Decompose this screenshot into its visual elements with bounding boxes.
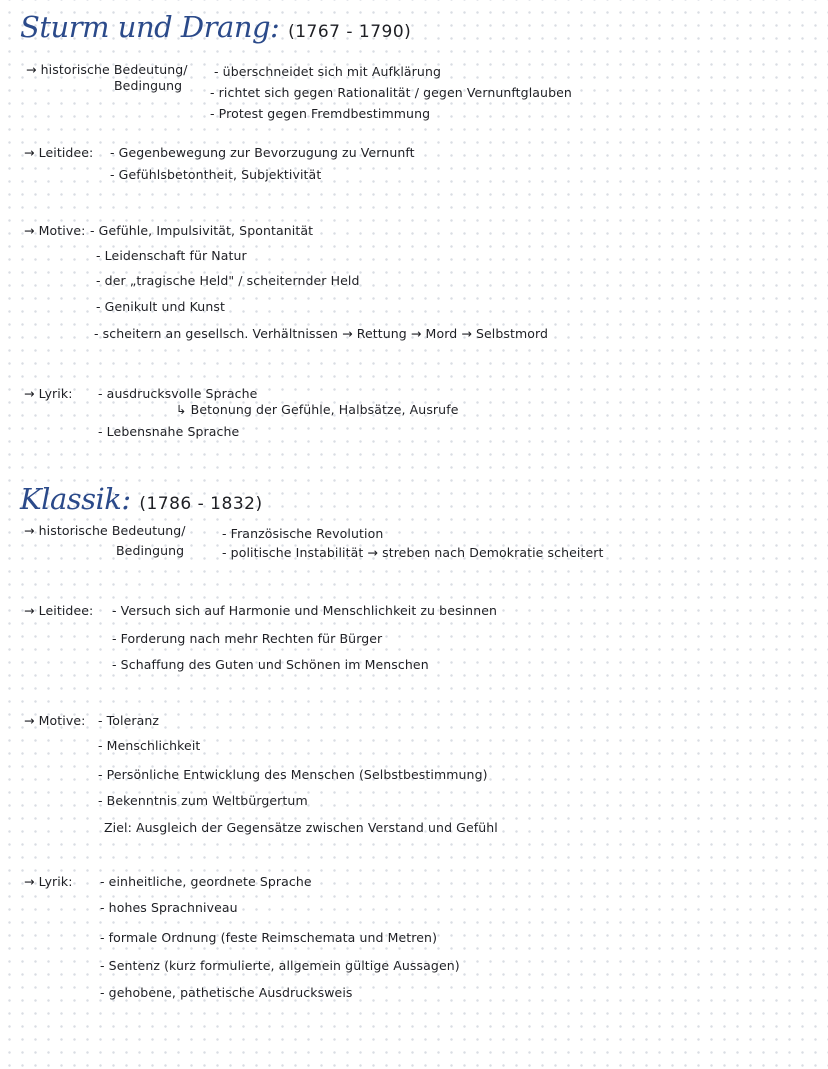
klassik-leit-label: → Leitidee: [24,603,94,618]
klassik-hist-label: → historische Bedeutung/ [24,523,186,538]
sturm-lyrik-item: - Lebensnahe Sprache [98,424,240,439]
klassik-motive-item: - Bekenntnis zum Weltbürgertum [98,793,308,808]
klassik-motive-item: - Toleranz [98,713,160,728]
sturm-motive-item: - scheitern an gesellsch. Verhältnissen → Rettung → Mord → Selbstmord [94,326,549,341]
klassik-lyrik-item: - einheitliche, geordnete Sprache [100,874,312,889]
sturm-leit-label: → Leitidee: [24,145,94,160]
klassik-leit-item: - Versuch sich auf Harmonie und Menschlichkeit zu besinnen [112,603,498,618]
sturm-leit-item: - Gegenbewegung zur Bevorzugung zu Vernunft [110,145,415,160]
klassik-motive-item: - Persönliche Entwicklung des Menschen (Selbstbestimmung) [98,767,488,782]
sturm-lyrik-item: ↳ Betonung der Gefühle, Halbsätze, Ausrufe [176,402,459,417]
sturm-hist-item: - überschneidet sich mit Aufklärung [214,64,442,79]
sturm-hist-label: → historische Bedeutung/ [26,62,188,77]
sturm-hist-item: - Protest gegen Fremdbestimmung [210,106,431,121]
klassik-leit-item: - Schaffung des Guten und Schönen im Menschen [112,657,429,672]
klassik-motive-label: → Motive: [24,713,86,728]
klassik-leit-item: - Forderung nach mehr Rechten für Bürger [112,631,383,646]
sturm-motive-label: → Motive: [24,223,86,238]
klassik-lyrik-item: - formale Ordnung (feste Reimschemata und Metren) [100,930,438,945]
sturm-motive-item: - Genikult und Kunst [96,299,225,314]
sturm-lyrik-label: → Lyrik: [24,386,73,401]
klassik-lyrik-item: - gehobene, pathetische Ausdrucksweis [100,985,353,1000]
klassik-motive-item: - Menschlichkeit [98,738,201,753]
klassik-title [20,482,263,516]
sturm-hist-item: - richtet sich gegen Rationalität / gegen Vernunftglauben [210,85,572,100]
klassik-motive-item: Ziel: Ausgleich der Gegensätze zwischen Verstand und Gefühl [104,820,498,835]
klassik-hist-item: - Französische Revolution [222,526,384,541]
sturm-hist-label-2: Bedingung [114,78,183,93]
sturm-lyrik-item: - ausdrucksvolle Sprache [98,386,258,401]
sturm-title-text: Sturm und Drang: [20,10,280,44]
klassik-hist-item: - politische Instabilität → streben nach Demokratie scheitert [222,545,604,560]
sturm-leit-item: - Gefühlsbetontheit, Subjektivität [110,167,322,182]
klassik-title-text: Klassik: [20,482,131,516]
sturm-years: (1767 - 1790) [288,22,412,42]
klassik-years: (1786 - 1832) [139,494,263,514]
sturm-motive-item: - der „tragische Held" / scheiternder Held [96,273,360,288]
sturm-title [20,10,411,44]
sturm-motive-item: - Leidenschaft für Natur [96,248,247,263]
klassik-lyrik-item: - hohes Sprachniveau [100,900,238,915]
sturm-motive-item: - Gefühle, Impulsivität, Spontanität [90,223,314,238]
klassik-hist-label-2: Bedingung [116,543,185,558]
klassik-lyrik-label: → Lyrik: [24,874,73,889]
klassik-lyrik-item: - Sentenz (kurz formulierte, allgemein gültige Aussagen) [100,958,460,973]
